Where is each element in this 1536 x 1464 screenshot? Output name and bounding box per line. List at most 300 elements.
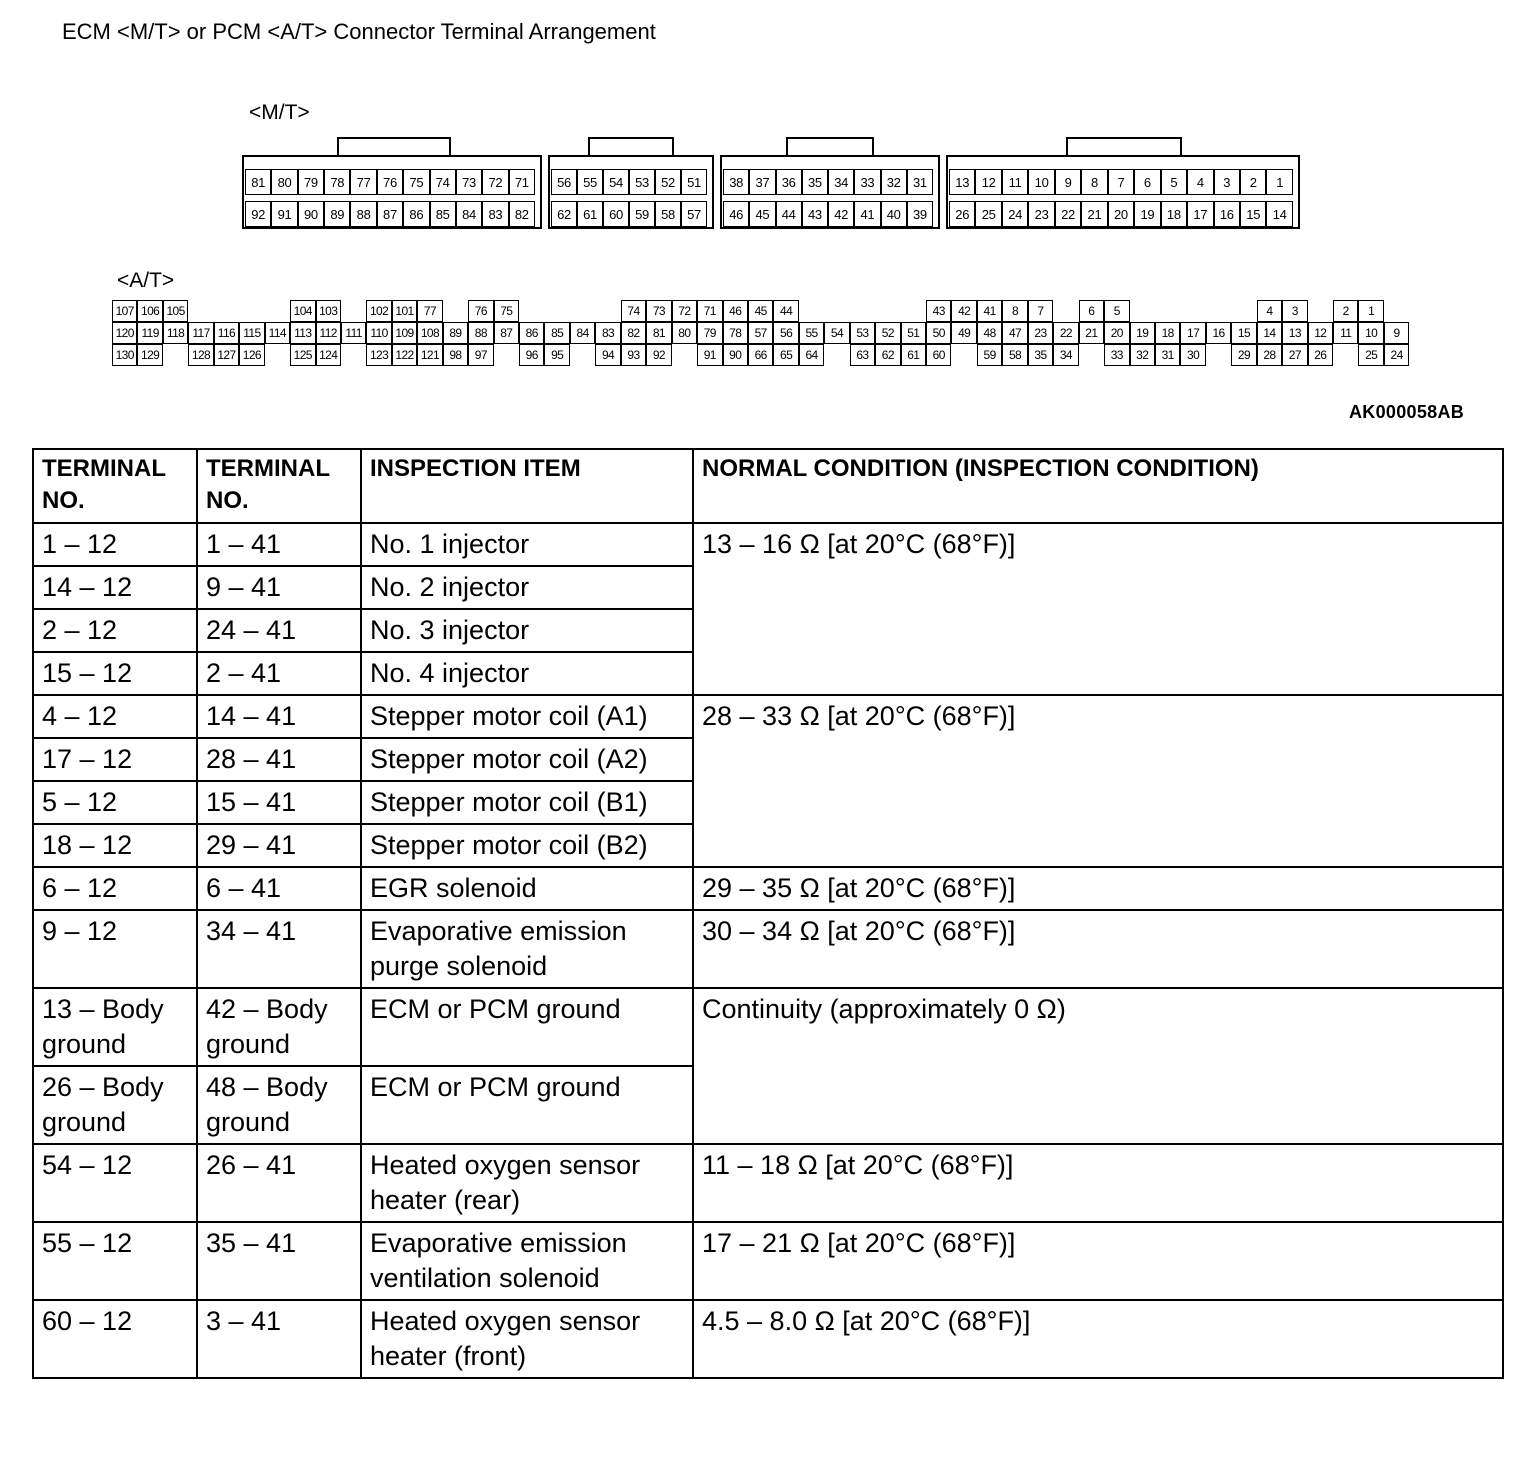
terminal-mt-cell: 17 – 12 [33,738,197,781]
table-row [33,1144,1503,1222]
terminal-cell: 54 [824,322,849,344]
terminal-cell: 57 [681,201,707,227]
terminal-cell: 94 [595,344,620,366]
terminal-cell: 9 [1055,169,1081,195]
terminal-gap [570,300,595,322]
terminal-mt-cell: 26 – Body ground [33,1066,197,1144]
terminal-at-cell: 35 – 41 [197,1222,361,1300]
terminal-gap [163,344,188,366]
terminal-cell: 22 [1055,201,1081,227]
terminal-cell: 42 [828,201,854,227]
inspection-item-cell: Stepper motor coil (A1) [361,695,693,738]
terminal-cell: 122 [392,344,417,366]
terminal-cell: 90 [298,201,324,227]
terminal-cell: 123 [366,344,391,366]
terminal-cell: 65 [773,344,798,366]
terminal-cell: 97 [468,344,493,366]
inspection-table [32,448,1504,1379]
terminal-gap [341,300,366,322]
terminal-cell: 2 [1333,300,1358,322]
terminal-cell: 83 [595,322,620,344]
terminal-cell: 44 [776,201,802,227]
terminal-cell: 63 [850,344,875,366]
terminal-cell: 61 [901,344,926,366]
normal-condition-cell: Continuity (approximately 0 Ω) [693,988,1503,1144]
terminal-at-cell: 24 – 41 [197,609,361,652]
terminal-gap [1155,300,1180,322]
terminal-cell: 55 [799,322,824,344]
terminal-cell: 59 [629,201,655,227]
terminal-cell: 92 [245,201,271,227]
terminal-cell: 87 [494,322,519,344]
terminal-mt-cell: 6 – 12 [33,867,197,910]
terminal-cell: 11 [1333,322,1358,344]
terminal-gap [443,300,468,322]
terminal-gap [875,300,900,322]
terminal-cell: 24 [1002,201,1028,227]
terminal-cell: 49 [951,322,976,344]
terminal-cell: 72 [672,300,697,322]
terminal-cell: 78 [324,169,350,195]
terminal-cell: 120 [112,322,137,344]
terminal-cell: 28 [1257,344,1282,366]
terminal-gap [265,300,290,322]
page-title: ECM <M/T> or PCM <A/T> Connector Terminal Arrangement [62,19,656,44]
terminal-cell: 118 [163,322,188,344]
terminal-cell: 60 [603,201,629,227]
terminal-mt-cell: 54 – 12 [33,1144,197,1222]
terminal-gap [824,344,849,366]
terminal-cell: 86 [519,322,544,344]
terminal-cell: 14 [1266,201,1292,227]
terminal-cell: 66 [748,344,773,366]
terminal-cell: 98 [443,344,468,366]
terminal-cell: 5 [1161,169,1187,195]
normal-condition-cell: 13 – 16 Ω [at 20°C (68°F)] [693,523,1503,695]
terminal-cell: 50 [926,322,951,344]
terminal-cell: 20 [1108,201,1134,227]
terminal-gap [188,300,213,322]
terminal-cell: 119 [137,322,162,344]
terminal-cell: 58 [1002,344,1027,366]
inspection-item-cell: EGR solenoid [361,867,693,910]
terminal-cell: 82 [509,201,535,227]
terminal-cell: 20 [1104,322,1129,344]
terminal-cell: 1 [1358,300,1383,322]
terminal-cell: 102 [366,300,391,322]
header-normal-condition: NORMAL CONDITION (INSPECTION CONDITION) [693,449,1503,523]
terminal-cell: 43 [926,300,951,322]
terminal-cell: 106 [137,300,162,322]
terminal-at-cell: 34 – 41 [197,910,361,988]
normal-condition-cell: 28 – 33 Ω [at 20°C (68°F)] [693,695,1503,867]
terminal-cell: 21 [1081,201,1107,227]
terminal-gap [1206,300,1231,322]
terminal-cell: 62 [551,201,577,227]
terminal-cell: 9 [1384,322,1409,344]
normal-condition-cell: 29 – 35 Ω [at 20°C (68°F)] [693,867,1503,910]
terminal-cell: 83 [482,201,508,227]
terminal-cell: 75 [494,300,519,322]
terminal-cell: 8 [1081,169,1107,195]
terminal-cell: 73 [646,300,671,322]
terminal-cell: 79 [298,169,324,195]
terminal-cell: 53 [629,169,655,195]
terminal-cell: 14 [1257,322,1282,344]
connector-latch [588,137,674,157]
terminal-cell: 105 [163,300,188,322]
terminal-gap [1053,300,1078,322]
terminal-cell: 82 [621,322,646,344]
terminal-mt-cell: 2 – 12 [33,609,197,652]
terminal-at-cell: 2 – 41 [197,652,361,695]
terminal-at-cell: 3 – 41 [197,1300,361,1378]
table-row [33,523,1503,566]
terminal-gap [595,300,620,322]
terminal-cell: 34 [1053,344,1078,366]
terminal-cell: 6 [1134,169,1160,195]
at-label: <A/T> [117,269,175,292]
terminal-cell: 11 [1002,169,1028,195]
terminal-cell: 77 [417,300,442,322]
terminal-cell: 45 [749,201,775,227]
terminal-cell: 35 [1028,344,1053,366]
terminal-gap [570,344,595,366]
terminal-cell: 56 [551,169,577,195]
terminal-cell: 129 [137,344,162,366]
inspection-item-cell: No. 1 injector [361,523,693,566]
terminal-gap [901,300,926,322]
terminal-gap [519,300,544,322]
terminal-cell: 111 [341,322,366,344]
terminal-cell: 13 [1282,322,1307,344]
terminal-cell: 22 [1053,322,1078,344]
terminal-cell: 56 [773,322,798,344]
terminal-cell: 124 [316,344,341,366]
table-row [33,867,1503,910]
terminal-at-cell: 29 – 41 [197,824,361,867]
terminal-cell: 34 [828,169,854,195]
terminal-cell: 88 [468,322,493,344]
terminal-cell: 90 [723,344,748,366]
terminal-at-cell: 15 – 41 [197,781,361,824]
terminal-cell: 74 [621,300,646,322]
terminal-cell: 18 [1161,201,1187,227]
terminal-cell: 39 [907,201,933,227]
connector-latch [337,137,451,157]
terminal-gap [1231,300,1256,322]
terminal-cell: 77 [350,169,376,195]
terminal-cell: 113 [290,322,315,344]
inspection-item-cell: Stepper motor coil (A2) [361,738,693,781]
terminal-cell: 72 [482,169,508,195]
inspection-item-cell: ECM or PCM ground [361,1066,693,1144]
terminal-cell: 41 [854,201,880,227]
terminal-cell: 5 [1104,300,1129,322]
terminal-cell: 52 [875,322,900,344]
terminal-cell: 2 [1240,169,1266,195]
terminal-cell: 6 [1079,300,1104,322]
terminal-gap [1180,300,1205,322]
terminal-cell: 116 [214,322,239,344]
terminal-cell: 128 [188,344,213,366]
terminal-cell: 84 [456,201,482,227]
terminal-cell: 26 [1308,344,1333,366]
terminal-at-cell: 14 – 41 [197,695,361,738]
terminal-gap [1130,300,1155,322]
inspection-item-cell: No. 2 injector [361,566,693,609]
terminal-cell: 19 [1130,322,1155,344]
terminal-gap [799,300,824,322]
terminal-gap [1333,344,1358,366]
terminal-cell: 81 [646,322,671,344]
table-row [33,1222,1503,1300]
terminal-cell: 89 [443,322,468,344]
terminal-cell: 101 [392,300,417,322]
header-inspection-item: INSPECTION ITEM [361,449,693,523]
terminal-gap [951,344,976,366]
terminal-mt-cell: 1 – 12 [33,523,197,566]
table-row [33,988,1503,1066]
terminal-mt-cell: 15 – 12 [33,652,197,695]
terminal-cell: 10 [1358,322,1383,344]
terminal-cell: 58 [655,201,681,227]
terminal-cell: 76 [377,169,403,195]
terminal-cell: 96 [519,344,544,366]
terminal-cell: 79 [697,322,722,344]
terminal-cell: 55 [577,169,603,195]
terminal-mt-cell: 14 – 12 [33,566,197,609]
terminal-cell: 93 [621,344,646,366]
terminal-cell: 87 [377,201,403,227]
terminal-at-cell: 28 – 41 [197,738,361,781]
terminal-mt-cell: 4 – 12 [33,695,197,738]
terminal-cell: 36 [776,169,802,195]
terminal-cell: 12 [975,169,1001,195]
terminal-cell: 10 [1028,169,1054,195]
terminal-gap [1308,300,1333,322]
normal-condition-cell: 30 – 34 Ω [at 20°C (68°F)] [693,910,1503,988]
terminal-cell: 86 [403,201,429,227]
terminal-cell: 74 [430,169,456,195]
terminal-cell: 3 [1282,300,1307,322]
terminal-cell: 1 [1266,169,1292,195]
terminal-mt-cell: 60 – 12 [33,1300,197,1378]
terminal-cell: 64 [799,344,824,366]
terminal-at-cell: 1 – 41 [197,523,361,566]
terminal-gap [544,300,569,322]
terminal-cell: 51 [901,322,926,344]
terminal-cell: 35 [802,169,828,195]
terminal-cell: 44 [773,300,798,322]
terminal-mt-cell: 13 – Body ground [33,988,197,1066]
terminal-cell: 13 [949,169,975,195]
normal-condition-cell: 11 – 18 Ω [at 20°C (68°F)] [693,1144,1503,1222]
terminal-gap [214,300,239,322]
terminal-cell: 31 [1155,344,1180,366]
terminal-cell: 46 [723,300,748,322]
terminal-cell: 23 [1028,201,1054,227]
header-at-terminal: TERMINAL NO. [197,449,361,523]
inspection-item-cell: Evaporative emission purge solenoid [361,910,693,988]
terminal-cell: 24 [1384,344,1409,366]
terminal-cell: 59 [977,344,1002,366]
terminal-cell: 33 [854,169,880,195]
terminal-cell: 46 [723,201,749,227]
terminal-cell: 95 [544,344,569,366]
terminal-cell: 117 [188,322,213,344]
terminal-cell: 61 [577,201,603,227]
terminal-cell: 30 [1180,344,1205,366]
terminal-cell: 84 [570,322,595,344]
terminal-cell: 23 [1028,322,1053,344]
terminal-gap [341,344,366,366]
terminal-cell: 4 [1187,169,1213,195]
terminal-cell: 104 [290,300,315,322]
terminal-cell: 80 [271,169,297,195]
terminal-cell: 76 [468,300,493,322]
terminal-cell: 25 [975,201,1001,227]
terminal-cell: 8 [1002,300,1027,322]
terminal-cell: 32 [1130,344,1155,366]
terminal-gap [824,300,849,322]
inspection-item-cell: Stepper motor coil (B1) [361,781,693,824]
terminal-mt-cell: 55 – 12 [33,1222,197,1300]
terminal-cell: 60 [926,344,951,366]
terminal-cell: 71 [509,169,535,195]
terminal-cell: 109 [392,322,417,344]
terminal-cell: 43 [802,201,828,227]
terminal-mt-cell: 18 – 12 [33,824,197,867]
terminal-cell: 54 [603,169,629,195]
terminal-cell: 107 [112,300,137,322]
terminal-cell: 125 [290,344,315,366]
terminal-cell: 85 [430,201,456,227]
terminal-cell: 75 [403,169,429,195]
terminal-cell: 85 [544,322,569,344]
terminal-cell: 127 [214,344,239,366]
terminal-cell: 21 [1079,322,1104,344]
terminal-cell: 48 [977,322,1002,344]
terminal-cell: 71 [697,300,722,322]
terminal-cell: 18 [1155,322,1180,344]
terminal-mt-cell: 5 – 12 [33,781,197,824]
terminal-cell: 29 [1231,344,1256,366]
terminal-at-cell: 9 – 41 [197,566,361,609]
inspection-item-cell: ECM or PCM ground [361,988,693,1066]
inspection-item-cell: No. 4 injector [361,652,693,695]
terminal-cell: 7 [1108,169,1134,195]
terminal-cell: 112 [316,322,341,344]
terminal-cell: 92 [646,344,671,366]
terminal-cell: 4 [1257,300,1282,322]
terminal-gap [1079,344,1104,366]
terminal-cell: 130 [112,344,137,366]
terminal-cell: 26 [949,201,975,227]
terminal-cell: 38 [723,169,749,195]
terminal-cell: 78 [723,322,748,344]
terminal-cell: 73 [456,169,482,195]
table-row [33,695,1503,738]
table-header-row [33,449,1503,523]
terminal-cell: 126 [239,344,264,366]
terminal-gap [850,300,875,322]
terminal-cell: 16 [1206,322,1231,344]
terminal-cell: 27 [1282,344,1307,366]
terminal-cell: 15 [1240,201,1266,227]
terminal-cell: 91 [697,344,722,366]
inspection-item-cell: Stepper motor coil (B2) [361,824,693,867]
terminal-cell: 89 [324,201,350,227]
terminal-cell: 108 [417,322,442,344]
terminal-cell: 25 [1358,344,1383,366]
terminal-cell: 19 [1134,201,1160,227]
terminal-cell: 47 [1002,322,1027,344]
terminal-cell: 45 [748,300,773,322]
terminal-cell: 114 [265,322,290,344]
terminal-cell: 62 [875,344,900,366]
terminal-cell: 103 [316,300,341,322]
terminal-cell: 52 [655,169,681,195]
terminal-cell: 33 [1104,344,1129,366]
table-row [33,910,1503,988]
terminal-gap [494,344,519,366]
figure-code: AK000058AB [1349,402,1465,422]
terminal-gap [672,344,697,366]
connector-latch [786,137,874,157]
terminal-gap [265,344,290,366]
terminal-cell: 42 [951,300,976,322]
terminal-cell: 81 [245,169,271,195]
terminal-cell: 88 [350,201,376,227]
terminal-cell: 37 [749,169,775,195]
terminal-cell: 53 [850,322,875,344]
terminal-cell: 51 [681,169,707,195]
terminal-cell: 31 [907,169,933,195]
terminal-cell: 110 [366,322,391,344]
terminal-cell: 17 [1187,201,1213,227]
terminal-at-cell: 26 – 41 [197,1144,361,1222]
terminal-mt-cell: 9 – 12 [33,910,197,988]
terminal-cell: 115 [239,322,264,344]
table-row [33,1300,1503,1378]
terminal-at-cell: 6 – 41 [197,867,361,910]
terminal-cell: 12 [1308,322,1333,344]
terminal-cell: 40 [881,201,907,227]
header-mt-terminal: TERMINAL NO. [33,449,197,523]
inspection-item-cell: Evaporative emission ventilation solenoid [361,1222,693,1300]
terminal-cell: 57 [748,322,773,344]
terminal-cell: 7 [1028,300,1053,322]
terminal-cell: 17 [1180,322,1205,344]
terminal-cell: 41 [977,300,1002,322]
terminal-cell: 80 [672,322,697,344]
terminal-cell: 91 [271,201,297,227]
terminal-cell: 15 [1231,322,1256,344]
terminal-at-cell: 48 – Body ground [197,1066,361,1144]
normal-condition-cell: 4.5 – 8.0 Ω [at 20°C (68°F)] [693,1300,1503,1378]
inspection-item-cell: Heated oxygen sensor heater (front) [361,1300,693,1378]
terminal-cell: 3 [1214,169,1240,195]
inspection-item-cell: Heated oxygen sensor heater (rear) [361,1144,693,1222]
connector-latch [1066,137,1182,157]
inspection-item-cell: No. 3 injector [361,609,693,652]
terminal-gap [239,300,264,322]
normal-condition-cell: 17 – 21 Ω [at 20°C (68°F)] [693,1222,1503,1300]
terminal-cell: 16 [1214,201,1240,227]
terminal-cell: 32 [881,169,907,195]
terminal-cell: 121 [417,344,442,366]
